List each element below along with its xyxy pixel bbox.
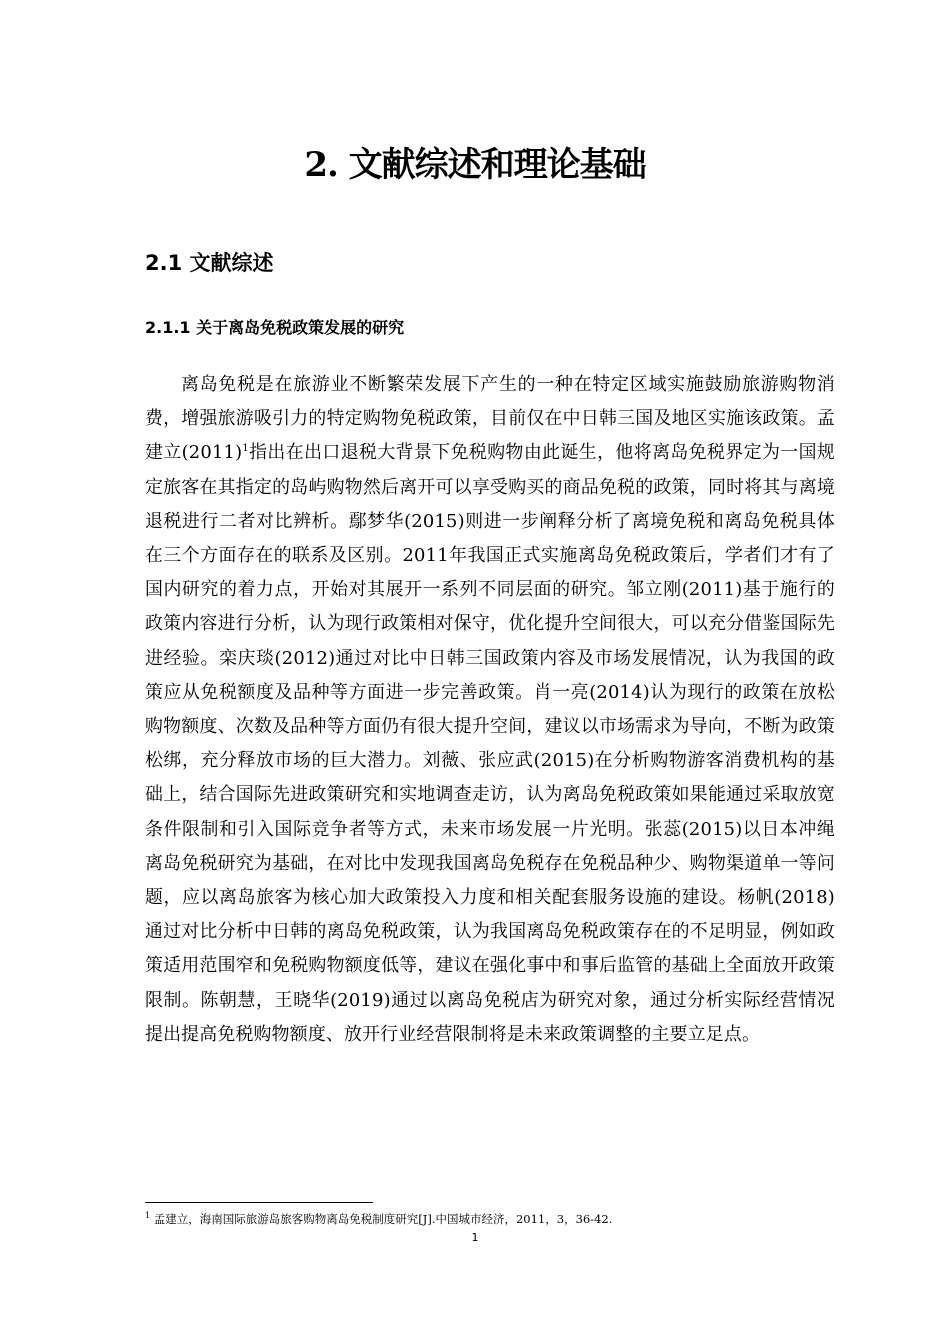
footnote-divider [145, 1202, 373, 1203]
footnote [145, 1210, 835, 1228]
page-number: 1 [471, 1231, 479, 1244]
footnote-text: 孟建立，海南国际旅游岛旅客购物离岛免税制度研究[J].中国城市经济，2011，3，36-42. [153, 1212, 613, 1226]
chapter-title: 2. 文献综述和理论基础 [304, 145, 646, 185]
body-paragraph [145, 368, 835, 1052]
body-text-part1: 离岛免税是在旅游业不断繁荣发展下产生的一种在特定区域实施鼓励旅游购物消费，增强旅游吸引力的特定购物免税政策，目前仅在中日韩三国及地区实施该政策。孟建立(2011) [145, 374, 835, 464]
section-title: 2.1 文献综述 [145, 251, 274, 275]
subsection-title: 2.1.1 关于离岛免税政策发展的研究 [145, 318, 405, 337]
footnote-reference[interactable]: 1 [242, 443, 249, 455]
footnote-marker: 1 [145, 1211, 151, 1221]
body-text-part2: 指出在出口退税大背景下免税购物由此诞生，他将离岛免税界定为一国规定旅客在其指定的岛屿购物然后离开可以享受购买的商品免税的政策，同时将其与离境退税进行二者对比辨析。鄢梦华(2015)则进一步阐释分析了离境免税和离岛免税具体在三个方面存在的联系及区别。2011年我国正式实施离岛免税政策后，学者们才有了国内研究的着力点，开始对其展开一系列不同层面的研究。邹立刚(2011)基于施行的政策内容进行分析，认为现行政策相对保守，优化提升空间很大，可以充分借鉴国际先进经验。栾庆琰(2012)通过对比中日韩三国政策内容及市场发展情况，认为我国的政策应从免税额度及品种等方面进一步完善政策。肖一亮(2014)认为现行的政策在放松购物额度、次数及品种等方面仍有很大提升空间，建议以市场需求为导向，不断为政策松绑，充分释放市场的巨大潜力。刘薇、张应武(2015)在分析购物游客消费机构的基础上，结合国际先进政策研究和实地调查走访，认为离岛免税政策如果能通过采取放宽条件限制和引入国际竞争者等方式，未来市场发展一片光明。张蕊(2015)以日本冲绳离岛免税研究为基础，在对比中发现我国离岛免税存在免税品种少、购物渠道单一等问题，应以离岛旅客为核心加大政策投入力度和相关配套服务设施的建设。杨帆(2018)通过对比分析中日韩的离岛免税政策，认为我国离岛免税政策存在的不足明显，例如政策适用范围窄和免税购物额度低等，建议在强化事中和事后监管的基础上全面放开政策限制。陈朝慧，王晓华(2019)通过以离岛免税店为研究对象，通过分析实际经营情况提出提高免税购物额度、放开行业经营限制将是未来政策调整的主要立足点。 [145, 442, 835, 1045]
